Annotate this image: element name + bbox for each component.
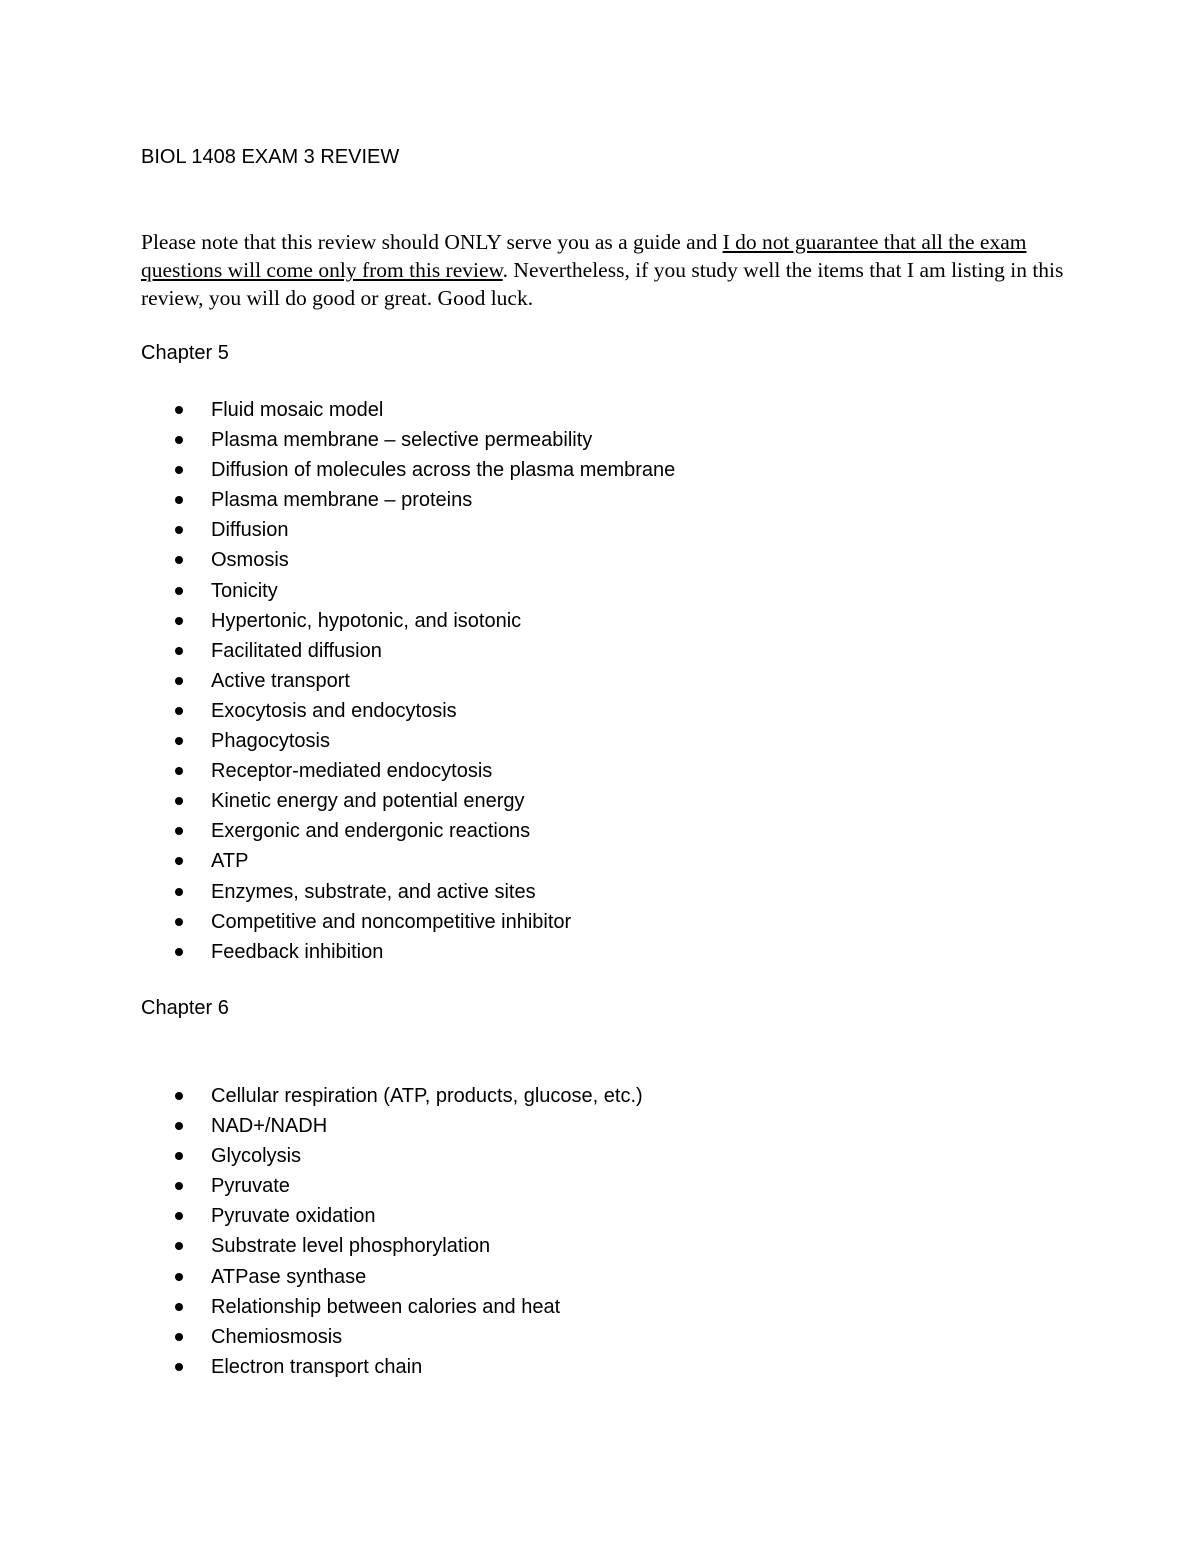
bullet-icon (175, 707, 183, 715)
bullet-icon (175, 1363, 183, 1371)
list-item-text: Receptor-mediated endocytosis (211, 760, 493, 783)
list-item-text: Enzymes, substrate, and active sites (211, 880, 536, 903)
disclaimer-paragraph (141, 228, 1071, 312)
list-item-text: Glycolysis (211, 1145, 302, 1168)
list-item-text: Plasma membrane – selective permeability (211, 429, 593, 452)
bullet-icon (175, 767, 183, 775)
list-item-text: Osmosis (211, 549, 289, 572)
bullet-icon (175, 888, 183, 896)
bullet-icon (175, 406, 183, 414)
list-item-text: ATP (211, 850, 249, 873)
chapter-5-heading: Chapter 5 (141, 342, 229, 364)
bullet-icon (175, 1303, 183, 1311)
list-item-text: NAD+/NADH (211, 1115, 328, 1138)
document-title: BIOL 1408 EXAM 3 REVIEW (141, 146, 400, 168)
bullet-icon (175, 948, 183, 956)
bullet-icon (175, 918, 183, 926)
list-item-text: Substrate level phosphorylation (211, 1235, 491, 1258)
bullet-icon (175, 647, 183, 655)
list-item-text: Pyruvate oxidation (211, 1205, 376, 1228)
list-item-text: Plasma membrane – proteins (211, 489, 473, 512)
list-item-text: Chemiosmosis (211, 1325, 343, 1348)
bullet-icon (175, 677, 183, 685)
list-item-text: Diffusion (211, 519, 289, 542)
disclaimer-text-end: . Nevertheless, if you study well the items that I am listing in this review, you will do good or great. Good luck. (141, 258, 1064, 310)
list-item-text: Cellular respiration (ATP, products, glucose, etc.) (211, 1085, 643, 1107)
list-item-text: Competitive and noncompetitive inhibitor (211, 910, 572, 933)
bullet-icon (175, 587, 183, 595)
bullet-icon (175, 526, 183, 534)
list-item-text: Pyruvate (211, 1175, 290, 1198)
bullet-icon (175, 737, 183, 745)
list-item-text: Exergonic and endergonic reactions (211, 820, 531, 843)
bullet-icon (175, 466, 183, 474)
bullet-icon (175, 496, 183, 504)
list-item-text: Feedback inhibition (211, 940, 384, 963)
list-item-text: Hypertonic, hypotonic, and isotonic (211, 609, 522, 632)
bullet-icon (175, 857, 183, 865)
bullet-icon (175, 1092, 183, 1100)
list-item-text: Electron transport chain (211, 1355, 423, 1378)
disclaimer-underlined-text: I do not guarantee that all the exam questions will come only from this review (141, 230, 1027, 282)
list-item-text: Facilitated diffusion (211, 639, 382, 662)
bullet-icon (175, 1273, 183, 1281)
list-item-text: Diffusion of molecules across the plasma membrane (211, 459, 676, 482)
bullet-icon (175, 1122, 183, 1130)
list-item-text: Kinetic energy and potential energy (211, 790, 525, 813)
bullet-icon (175, 617, 183, 625)
chapter-6-heading: Chapter 6 (141, 997, 229, 1019)
list-item-text: Active transport (211, 669, 350, 692)
list-item-text: ATPase synthase (211, 1265, 367, 1288)
bullet-icon (175, 1242, 183, 1250)
list-item-text: Relationship between calories and heat (211, 1295, 561, 1318)
bullet-icon (175, 436, 183, 444)
bullet-icon (175, 1333, 183, 1341)
bullet-icon (175, 827, 183, 835)
bullet-icon (175, 1182, 183, 1190)
list-item-text: Fluid mosaic model (211, 399, 384, 421)
list-item-text: Tonicity (211, 579, 278, 602)
bullet-icon (175, 1212, 183, 1220)
bullet-icon (175, 797, 183, 805)
list-item-text: Phagocytosis (211, 730, 330, 753)
list-item-text: Exocytosis and endocytosis (211, 699, 457, 722)
disclaimer-text-start: Please note that this review should ONLY serve you as a guide and (141, 230, 723, 254)
bullet-icon (175, 1152, 183, 1160)
bullet-icon (175, 556, 183, 564)
